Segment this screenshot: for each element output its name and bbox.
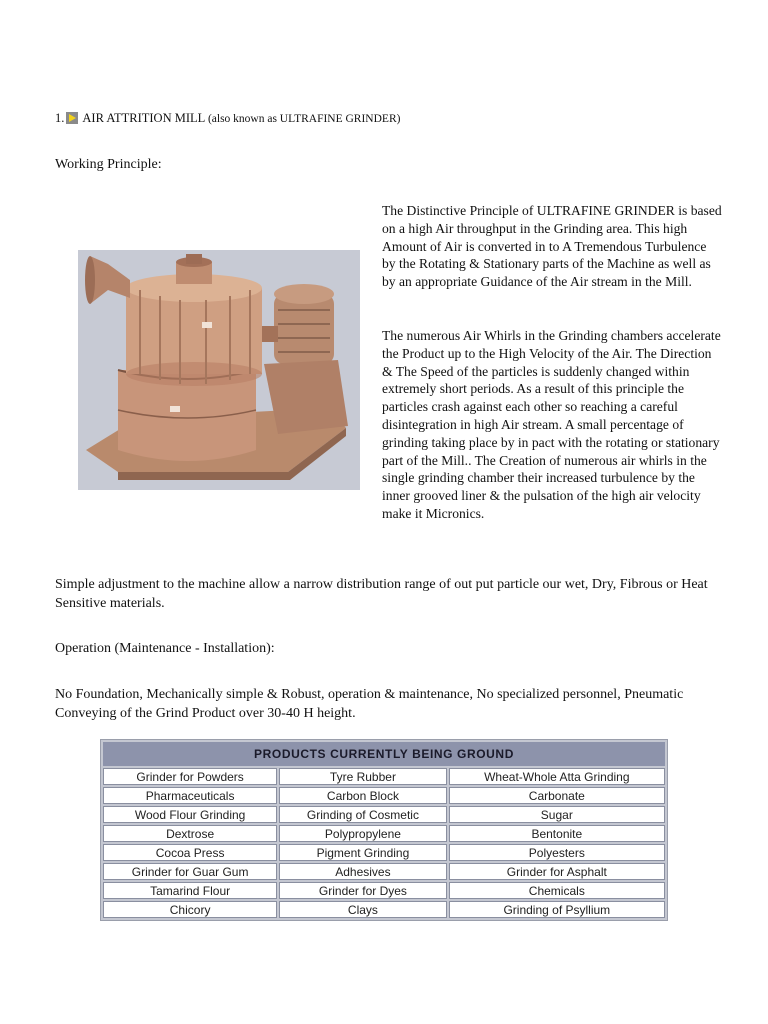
machine-photo — [78, 250, 360, 490]
table-row — [103, 768, 665, 785]
principle-paragraph-1: The Distinctive Principle of ULTRAFINE GRINDER is based on a high Air throughput in the Grinding area. This high Amount of Air is converted in to A Tremendous Turbulence by the Rotating & Stationary parts of the Machine as well as by an appropriate Guidance of the Air stream in the Mill. — [382, 203, 722, 290]
table-cell: Wood Flour Grinding — [103, 806, 277, 823]
operation-label: Operation (Maintenance - Installation): — [55, 641, 275, 656]
table-row — [103, 806, 665, 823]
table-row — [103, 863, 665, 880]
play-arrow-icon — [66, 112, 78, 124]
heading-number: 1. — [55, 111, 65, 125]
table-cell: Sugar — [449, 806, 665, 823]
table-cell: Polyesters — [449, 844, 665, 861]
products-table-header: PRODUCTS CURRENTLY BEING GROUND — [103, 742, 665, 766]
table-cell: Wheat-Whole Atta Grinding — [449, 768, 665, 785]
simple-adjustment-paragraph: Simple adjustment to the machine allow a narrow distribution range of out put particle our wet, Dry, Fibrous or Heat Sensitive materials. — [55, 577, 708, 611]
table-cell: Chicory — [103, 901, 277, 918]
table-cell: Grinder for Dyes — [279, 882, 446, 899]
table-cell: Bentonite — [449, 825, 665, 842]
table-cell: Pigment Grinding — [279, 844, 446, 861]
table-cell: Dextrose — [103, 825, 277, 842]
table-cell: Pharmaceuticals — [103, 787, 277, 804]
section-heading — [55, 111, 400, 126]
table-row — [103, 882, 665, 899]
table-cell: Adhesives — [279, 863, 446, 880]
table-cell: Grinding of Cosmetic — [279, 806, 446, 823]
table-cell: Grinder for Guar Gum — [103, 863, 277, 880]
products-table — [100, 739, 668, 921]
principle-paragraph-2: The numerous Air Whirls in the Grinding chambers accelerate the Product up to the High Velocity of the Air. The Direction & The Speed of the particles is suddenly changed within extremely short periods. As a result of this principle the particles crash against each other so reaching a careful disintegration in high Air stream. A small percentage of grinding taking place by in pact with the rotating or stationary part of the Mill.. The Creation of numerous air whirls in the single grinding chamber their increased turbulence by the inner grooved liner & the pulsation of the high air velocity make it Micronics. — [382, 328, 721, 521]
table-cell: Grinder for Powders — [103, 768, 277, 785]
table-cell: Carbonate — [449, 787, 665, 804]
table-row — [103, 825, 665, 842]
table-cell: Clays — [279, 901, 446, 918]
heading-subtitle: (also known as ULTRAFINE GRINDER) — [207, 113, 401, 125]
heading-title: AIR ATTRITION MILL — [82, 111, 205, 125]
products-table-wrapper — [100, 739, 668, 921]
table-row — [103, 901, 665, 918]
table-row — [103, 787, 665, 804]
table-row — [103, 844, 665, 861]
table-cell: Tyre Rubber — [279, 768, 446, 785]
table-cell: Carbon Block — [279, 787, 446, 804]
working-principle-label: Working Principle: — [55, 157, 162, 172]
table-cell: Grinder for Asphalt — [449, 863, 665, 880]
table-cell: Grinding of Psyllium — [449, 901, 665, 918]
no-foundation-paragraph: No Foundation, Mechanically simple & Robust, operation & maintenance, No specialized personnel, Pneumatic Conveying of the Grind Product over 30-40 H height. — [55, 687, 684, 721]
table-cell: Polypropylene — [279, 825, 446, 842]
table-cell: Chemicals — [449, 882, 665, 899]
table-cell: Tamarind Flour — [103, 882, 277, 899]
table-cell: Cocoa Press — [103, 844, 277, 861]
